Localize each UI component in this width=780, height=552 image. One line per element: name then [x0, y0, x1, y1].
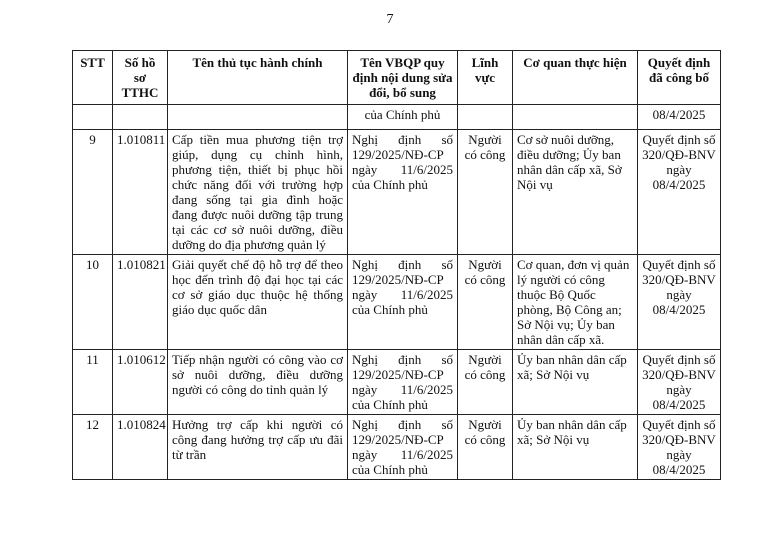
- cell-decision: 08/4/2025: [638, 105, 721, 130]
- cell-decision: Quyết định số 320/QĐ-BNV ngày 08/4/2025: [638, 415, 721, 480]
- cell-stt: 10: [73, 255, 113, 350]
- cell-field: Người có công: [458, 415, 513, 480]
- table-row: [73, 350, 721, 415]
- header-agency: Cơ quan thực hiện: [513, 51, 638, 105]
- cell-code: 1.010824: [113, 415, 168, 480]
- table-header-row: [73, 51, 721, 105]
- cell-agency: Cơ sở nuôi dưỡng, điều dưỡng; Ủy ban nhân dân cấp xã, Sở Nội vụ: [513, 130, 638, 255]
- cell-stt: 12: [73, 415, 113, 480]
- cell-agency: Ủy ban nhân dân cấp xã; Sở Nội vụ: [513, 350, 638, 415]
- cell-name: Cấp tiền mua phương tiện trợ giúp, dụng cụ chỉnh hình, phương tiện, thiết bị phục hồi chức năng đối với trường hợp đang sống tại gia đình hoặc đang được nuôi dưỡng tập trung tại các cơ sở nuôi dưỡng, điều dưỡng do địa phương quản lý: [168, 130, 348, 255]
- cell-stt: 9: [73, 130, 113, 255]
- procedures-table: [72, 50, 721, 480]
- cell-legal: Nghị định số 129/2025/NĐ-CP ngày 11/6/2025 của Chính phủ: [348, 255, 458, 350]
- page-number: 7: [386, 12, 394, 27]
- cell-decision: Quyết định số 320/QĐ-BNV ngày 08/4/2025: [638, 350, 721, 415]
- table-row: [73, 415, 721, 480]
- cell-name: [168, 105, 348, 130]
- cell-legal: Nghị định số 129/2025/NĐ-CP ngày 11/6/2025 của Chính phủ: [348, 415, 458, 480]
- cell-code: [113, 105, 168, 130]
- table-row: [73, 255, 721, 350]
- header-stt: STT: [73, 51, 113, 105]
- cell-name: Hưởng trợ cấp khi người có công đang hưởng trợ cấp ưu đãi từ trần: [168, 415, 348, 480]
- cell-stt: [73, 105, 113, 130]
- header-field: Lĩnh vực: [458, 51, 513, 105]
- cell-agency: Cơ quan, đơn vị quản lý người có công thuộc Bộ Quốc phòng, Bộ Công an; Sở Nội vụ; Ủy ban nhân dân cấp xã.: [513, 255, 638, 350]
- cell-name: Tiếp nhận người có công vào cơ sở nuôi dưỡng, điều dưỡng người có công do tỉnh quản lý: [168, 350, 348, 415]
- cell-code: 1.010612: [113, 350, 168, 415]
- cell-agency: Ủy ban nhân dân cấp xã; Sở Nội vụ: [513, 415, 638, 480]
- cell-code: 1.010821: [113, 255, 168, 350]
- header-decision: Quyết định đã công bố: [638, 51, 721, 105]
- cell-decision: Quyết định số 320/QĐ-BNV ngày 08/4/2025: [638, 255, 721, 350]
- cell-field: [458, 105, 513, 130]
- table-row: [73, 130, 721, 255]
- continuation-row: [73, 105, 721, 130]
- header-name: Tên thủ tục hành chính: [168, 51, 348, 105]
- cell-field: Người có công: [458, 350, 513, 415]
- cell-field: Người có công: [458, 255, 513, 350]
- cell-name: Giải quyết chế độ hỗ trợ để theo học đến trình độ đại học tại các cơ sở giáo dục thuộc hệ thống giáo dục quốc dân: [168, 255, 348, 350]
- cell-field: Người có công: [458, 130, 513, 255]
- cell-legal: Nghị định số 129/2025/NĐ-CP ngày 11/6/2025 của Chính phủ: [348, 350, 458, 415]
- cell-decision: Quyết định số 320/QĐ-BNV ngày 08/4/2025: [638, 130, 721, 255]
- cell-stt: 11: [73, 350, 113, 415]
- cell-code: 1.010811: [113, 130, 168, 255]
- header-code: Số hồ sơ TTHC: [113, 51, 168, 105]
- cell-legal: của Chính phủ: [348, 105, 458, 130]
- header-legal: Tên VBQP quy định nội dung sửa đổi, bổ sung: [348, 51, 458, 105]
- cell-legal: Nghị định số 129/2025/NĐ-CP ngày 11/6/2025 của Chính phủ: [348, 130, 458, 255]
- cell-agency: [513, 105, 638, 130]
